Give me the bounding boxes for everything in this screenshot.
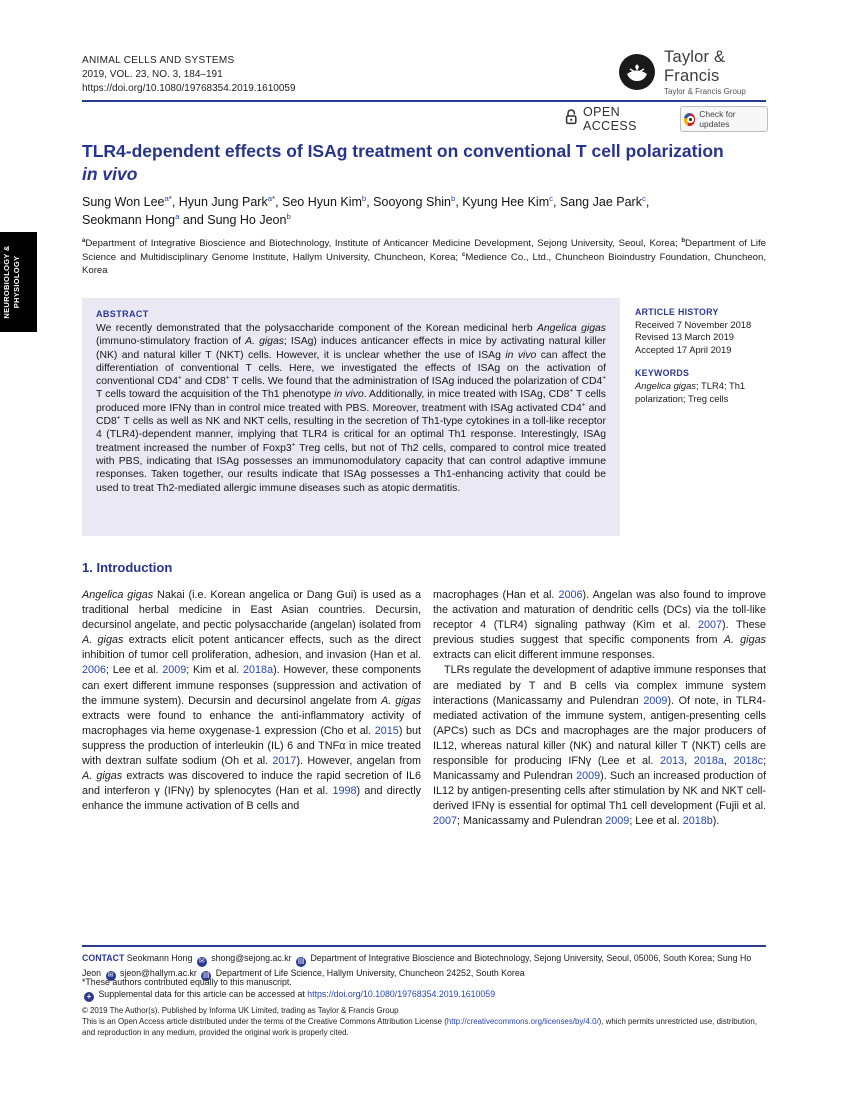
body-column-right — [433, 588, 766, 830]
text-segment: + — [178, 374, 182, 382]
text-segment: ). Angelan was also found to improve the activation and maturation of dendritic cells (DCs) via the toll-like receptor 4 (TLR4) signaling pathway (Kim et al. — [433, 589, 766, 632]
abstract-text — [96, 322, 606, 495]
inline-link[interactable]: b — [451, 193, 456, 203]
text-segment: A. gigas — [82, 634, 124, 647]
journal-meta — [82, 54, 502, 96]
inline-link[interactable]: 2006 — [558, 589, 583, 601]
text-segment: ; ISAg) induces anticancer effects in mice by activating natural killer (NK) and natural killer T (NKT) cells. However, it is unclear whether the use of ISAg — [96, 336, 606, 361]
text-segment: + — [116, 414, 121, 422]
text-segment: Department of Integrative Bioscience and Biotechnology, Sejong University, Seoul, 05006, South Korea; Sung Ho Jeon — [82, 953, 752, 978]
footer-rule — [82, 945, 766, 947]
text-segment: a — [82, 237, 86, 244]
text-segment: , — [684, 755, 694, 768]
text-segment: Angelica gigas — [536, 323, 606, 334]
text-segment: Seokmann Hong — [124, 953, 195, 963]
text-segment: and Sung Ho Jeon — [179, 212, 287, 227]
inline-link[interactable]: 2018b — [682, 815, 713, 828]
supplemental-data-line — [82, 989, 766, 1002]
text-segment: and CD8 — [96, 402, 606, 428]
section-tab-line1: NEUROBIOLOGY & — [1, 245, 11, 319]
text-segment: Department of Integrative Bioscience and Biotechnology, Institute of Anticancer Medicine Development, Sejong University, Seoul, Korea; — [85, 238, 682, 249]
inline-link[interactable]: https://doi.org/10.1080/19768354.2019.1610059 — [307, 989, 496, 999]
text-segment: * — [168, 193, 172, 203]
text-segment: TLRs regulate the development of adaptive immune responses that are mediated by T and B cells via complex immune system interactions (Manicassamy and Pulendran — [433, 664, 766, 707]
badges-row — [564, 105, 768, 133]
text-segment: A. gigas — [723, 634, 766, 647]
inline-link[interactable]: 1998 — [332, 785, 357, 798]
equal-contribution-note: *These authors contributed equally to this manuscript. — [82, 977, 292, 987]
intro-paragraph-left — [82, 588, 421, 814]
article-history-column — [635, 306, 767, 405]
title-line1: TLR4-dependent effects of ISAg treatment on conventional T cell polarization — [82, 141, 724, 161]
text-segment: + — [225, 374, 230, 382]
text-segment: + — [569, 388, 574, 396]
keywords-text — [635, 380, 767, 405]
check-for-updates-label: Check for updates — [699, 109, 736, 129]
inline-link[interactable]: 2007 — [433, 815, 458, 828]
journal-issue: 2019, VOL. 23, NO. 3, 184–191 — [82, 69, 223, 80]
history-received: Received 7 November 2018 — [635, 318, 752, 330]
affiliations — [82, 237, 766, 278]
text-segment: ; Kim et al. — [186, 664, 244, 677]
taylor-francis-thistle-icon — [618, 53, 656, 91]
abstract-label: ABSTRACT — [96, 309, 149, 319]
open-access-label: OPEN ACCESS — [583, 105, 637, 133]
text-segment: ). Of note, in TLR4-mediated activation of the immune system, antigen-presenting cells (APCs) such as DCs and macrophages are the major producers of IL12, whereas natural killer (NK) and natural killer T (NKT) cells are responsible for producing IFNγ (Lee et al. — [433, 694, 767, 768]
inline-link[interactable]: 2009 — [643, 694, 668, 707]
text-segment: c — [462, 251, 466, 258]
crossmark-icon — [684, 113, 696, 126]
inline-link[interactable]: 2009 — [576, 770, 601, 783]
section-tab — [0, 232, 37, 332]
header-rule — [82, 100, 766, 102]
copyright-line: © 2019 The Author(s). Published by Informa UK Limited, trading as Taylor & Francis Group — [82, 1006, 399, 1015]
text-segment: T cells. We found that the administration of ISAg induced the polarization of CD4 — [229, 376, 603, 388]
text-segment: and CD8 — [181, 376, 226, 388]
text-segment: extracts can elicit different immune responses. — [433, 649, 655, 662]
text-segment: . Additionally, in mice treated with ISAg, CD8 — [363, 389, 570, 401]
text-segment: Nakai (i.e. Korean angelica or Dang Gui) is used as a traditional herbal medicine in East Asian countries. Decursin, decursinol angelate, and pectic polysaccharide (angelan) isolated from — [82, 589, 421, 632]
inline-link[interactable]: a — [164, 193, 169, 203]
publisher-name: Taylor & Francis — [664, 48, 726, 85]
text-segment: , Seo Hyun Kim — [275, 195, 362, 209]
mail-icon — [197, 957, 207, 967]
inline-link[interactable]: c — [549, 193, 553, 203]
text-segment: , Kyung Hee Kim — [455, 195, 550, 209]
keywords-label: KEYWORDS — [635, 368, 690, 379]
inline-link[interactable]: b — [361, 193, 367, 203]
text-segment: ; Manicassamy and Pulendran — [433, 755, 766, 783]
text-segment: , Hyun Jung Park — [171, 195, 268, 209]
text-segment: Treg cells, but not of Th2 cells, compared to control mice treated with PBS, indicating that ISAg possesses an immunomodulatory capacity that can control adaptive immune responses. Taken together, our results indicate that ISAg possesses a Th1-enhancing activity that could be used to treat Th2-mediated allergic immune diseases such as atopic dermatitis. — [96, 442, 606, 494]
text-segment: ; Manicassamy and Pulendran — [457, 815, 606, 828]
text-segment: + — [581, 401, 586, 409]
article-history-label: ARTICLE HISTORY — [635, 307, 719, 317]
section-tab-label — [2, 232, 36, 332]
text-segment: + — [291, 441, 296, 449]
text-segment: ). However, these components can exert different immune responses (suppression and activation of the immune system). Decursin and decursinol angelate from — [82, 664, 421, 707]
title-line2-italic: in vivo — [82, 164, 138, 184]
text-segment: A. gigas — [82, 770, 123, 783]
inline-link[interactable]: 2006 — [82, 664, 107, 677]
open-access-lock-icon — [564, 108, 578, 130]
supplemental-icon — [84, 992, 94, 1002]
check-for-updates-button[interactable] — [680, 106, 768, 132]
text-segment: ; Lee et al. — [106, 664, 163, 677]
text-segment: ; Lee et al. — [629, 815, 683, 828]
journal-name: ANIMAL CELLS AND SYSTEMS — [82, 55, 235, 66]
text-segment: ). These previous studies suggest that specific components from — [433, 619, 766, 647]
inline-link[interactable]: 2015 — [374, 724, 399, 737]
publisher-logo — [618, 50, 768, 94]
inline-link[interactable]: a — [267, 193, 273, 203]
text-segment: T cells as well as NK and NKT cells, resulting in the secretion of Th1-type cytokines in a toll-like receptor 4 (TLR4)-dependent manner, implying that TLR4 is critical for an optimal Th1 response. Interestingly, ISAg treatment increased the number of Foxp3 — [96, 416, 606, 454]
text-segment: b — [681, 237, 686, 244]
text-segment: , Sang Jae Park — [553, 195, 642, 209]
text-segment: , — [645, 195, 650, 209]
inline-link[interactable]: 2007 — [698, 619, 723, 632]
text-segment: sjeon@hallym.ac.kr — [117, 967, 200, 978]
inline-link[interactable]: 2009 — [162, 664, 187, 677]
text-segment: T cells toward the acquisition of the Th1 phenotype — [96, 389, 335, 401]
text-segment: Angelica gigas — [635, 379, 696, 391]
inline-link[interactable]: b — [286, 211, 291, 221]
building-icon — [296, 957, 306, 967]
publisher-group: Taylor & Francis Group — [664, 87, 746, 96]
text-segment: in vivo — [505, 349, 537, 361]
journal-doi: https://doi.org/10.1080/19768354.2019.1610059 — [82, 83, 296, 94]
text-segment: ). However, angelan from — [296, 755, 422, 768]
text-segment: extracts was discovered to induce the rapid secretion of IL6 and interferon γ (IFNγ) by splenocytes (Han et al. — [82, 770, 422, 798]
text-segment: extracts elicit potent anticancer effects, such as the direct inhibition of tumor cell proliferation, adhesion, and invasion (Han et al. — [82, 634, 421, 662]
abstract-box — [82, 298, 620, 536]
introduction-heading: 1. Introduction — [82, 560, 173, 575]
page-title — [82, 140, 766, 186]
text-segment: , — [723, 755, 734, 768]
inline-link[interactable]: a — [175, 211, 180, 221]
keywords-block — [635, 367, 767, 405]
text-segment: A. gigas — [381, 694, 422, 707]
text-segment: T cells produced more IFNγ than in control mice treated with PBS. Moreover, treatment with ISAg activated CD4 — [96, 389, 606, 414]
text-segment: ) but suppress the production of interleukin (IL) 6 and TNFα in mice treated with dextran sulfate sodium (Oh et al. — [82, 724, 422, 768]
body-column-left — [82, 588, 421, 814]
text-segment: We recently demonstrated that the polysaccharide component of the Korean medicinal herb — [96, 323, 537, 334]
text-segment: Supplemental data for this article can be accessed at — [96, 989, 308, 999]
text-segment: * — [272, 193, 276, 203]
text-segment: + — [602, 374, 607, 382]
text-segment: Medience Co., Ltd., Chuncheon Bioindustry Foundation, Chuncheon, Korea — [82, 251, 766, 277]
text-segment: This is an Open Access article distributed under the terms of the Creative Commons Attribution License ( — [82, 1017, 447, 1026]
text-segment: Seokmann Hong — [82, 212, 176, 227]
text-segment: CONTACT — [82, 953, 125, 963]
text-segment: shong@sejong.ac.kr — [208, 953, 294, 963]
text-segment: ). — [712, 815, 720, 828]
inline-link[interactable]: http://creativecommons.org/licenses/by/4.0/ — [446, 1017, 599, 1026]
text-segment: ). Such an increased production of IL12 by antigen-presenting cells after stimulation by NK and NKT cell-derived IFNγ is essential for optimal Th1 cell development (Fujii et al. — [433, 770, 766, 813]
license-line — [82, 1017, 766, 1039]
inline-link[interactable]: 2018a — [243, 664, 274, 677]
history-accepted: Accepted 17 April 2019 — [635, 343, 732, 355]
inline-link[interactable]: 2017 — [272, 755, 297, 768]
intro-paragraph-right-1 — [433, 588, 766, 663]
intro-paragraph-right-2 — [433, 663, 766, 829]
text-segment: ), which permits unrestricted use, distribution, and reproduction in any medium, provided the original work is properly cited. — [82, 1017, 757, 1037]
section-tab-line2: PHYSIOLOGY — [11, 255, 20, 309]
text-segment: A. gigas — [245, 336, 284, 348]
history-revised: Revised 13 March 2019 — [635, 331, 735, 343]
text-segment: (immuno-stimulatory fraction of — [96, 336, 246, 348]
inline-link[interactable]: 2009 — [605, 815, 630, 828]
author-list — [82, 194, 766, 229]
text-segment: Department of Life Science, Hallym University, Chuncheon 24252, South Korea — [213, 967, 525, 978]
text-segment: Department of Life Science and Multidisciplinary Genome Institute, Hallym University, Chuncheon, Korea; — [82, 238, 766, 263]
inline-link[interactable]: 2018a — [693, 755, 724, 768]
text-segment: ) and directly enhance the immune activation of B cells and — [82, 785, 422, 813]
text-segment: in vivo — [334, 389, 364, 401]
inline-link[interactable]: c — [641, 193, 646, 203]
text-segment: Angelica gigas — [82, 589, 154, 601]
text-segment: Sung Won Lee — [82, 195, 165, 209]
text-segment: ; TLR4; Th1 polarization; Treg cells — [635, 379, 746, 404]
inline-link[interactable]: 2018c — [733, 755, 763, 768]
inline-link[interactable]: 2013 — [660, 755, 685, 768]
text-segment: macrophages (Han et al. — [433, 589, 559, 601]
text-segment: extracts were found to enhance the anti-inflammatory activity of macrophages via heme oxygenase-1 expression (Cho et al. — [82, 709, 421, 737]
text-segment: , Sooyong Shin — [366, 195, 452, 209]
text-segment: can affect the differentiation of conventional T cells. Here, we investigated the effects of ISAg on the activation of conventional CD4 — [96, 349, 606, 388]
